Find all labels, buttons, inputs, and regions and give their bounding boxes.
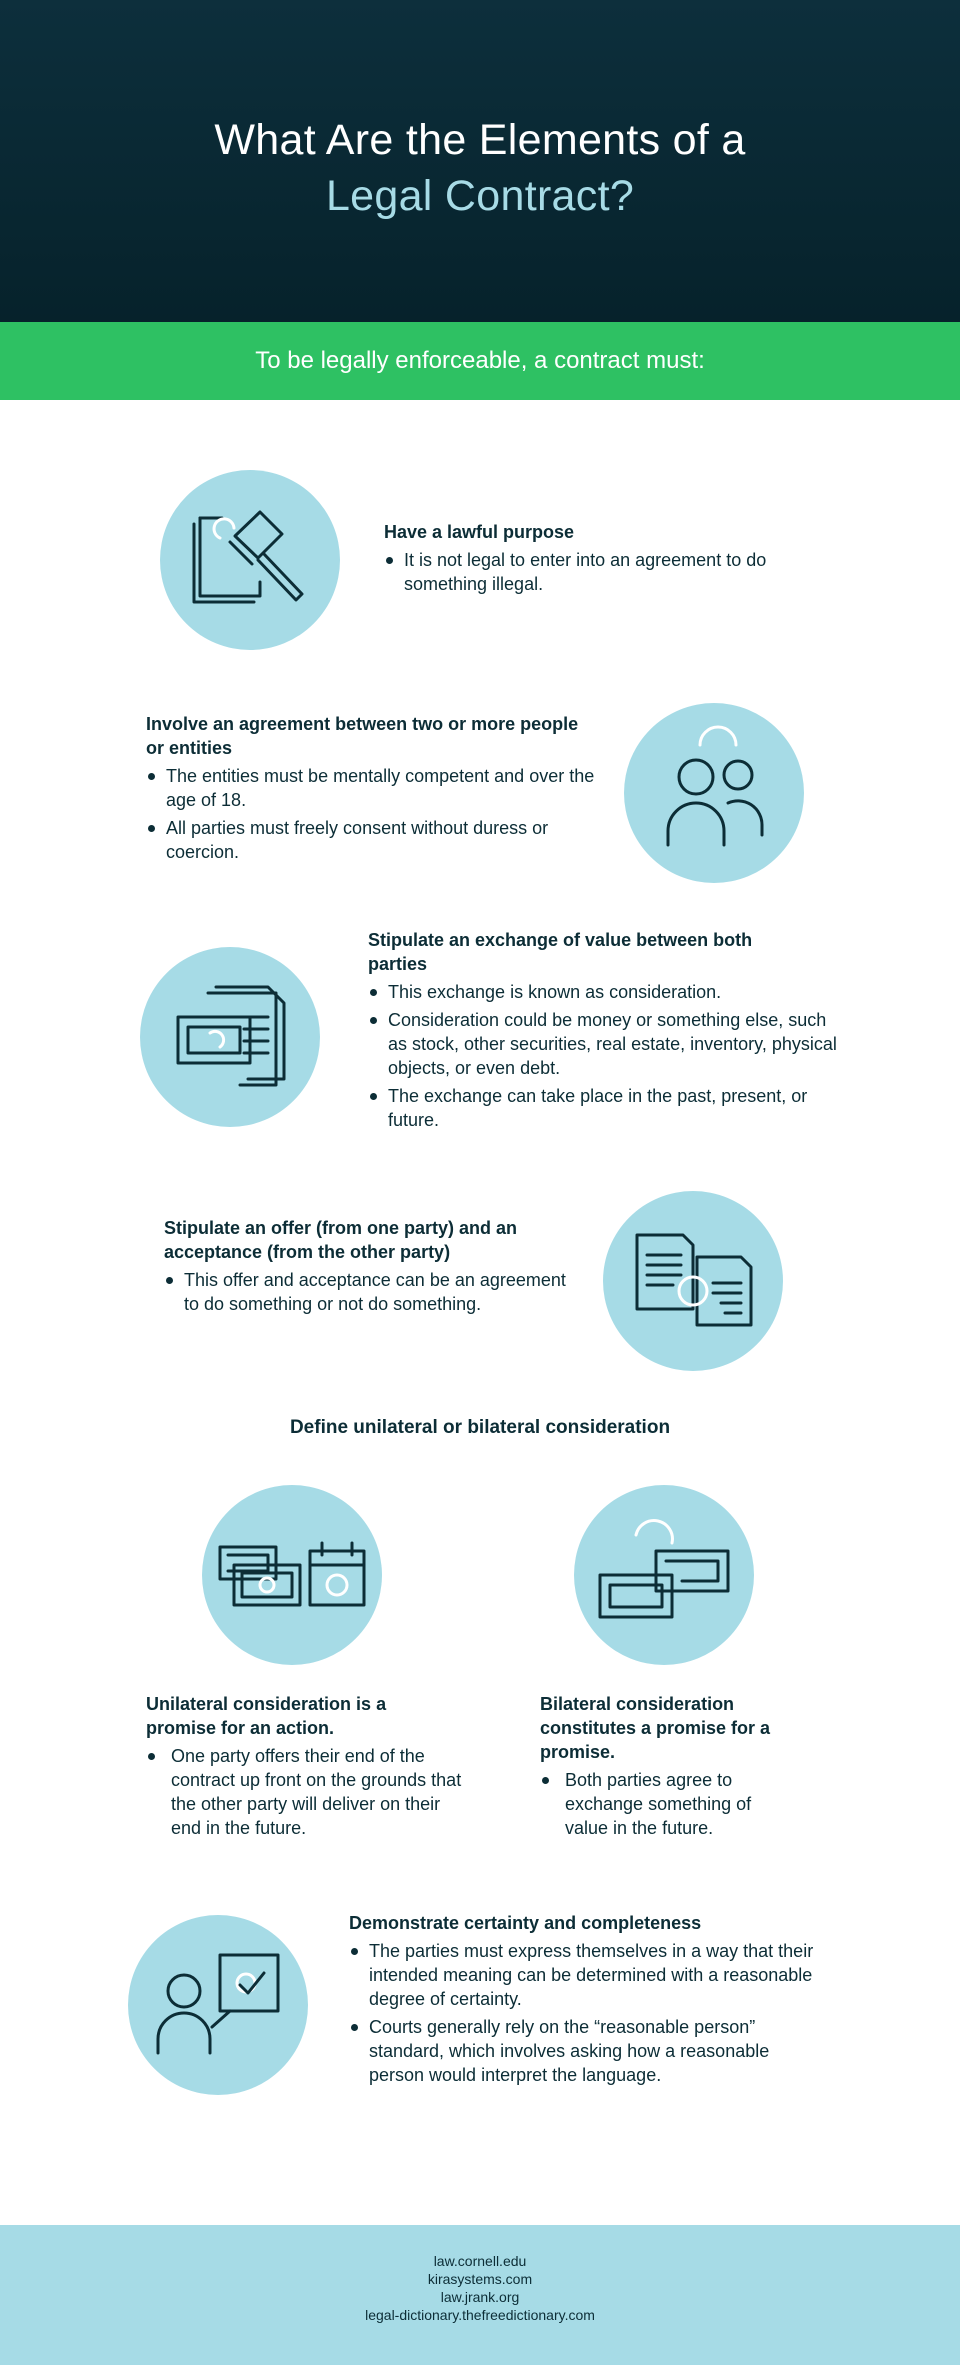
lawful-purpose-list <box>384 548 794 596</box>
money-document-icon <box>140 947 320 1127</box>
list-item: It is not legal to enter into an agreement to do something illegal. <box>384 548 794 596</box>
unilateral-block <box>146 1692 466 1844</box>
person-checkmark-icon <box>128 1915 308 2095</box>
unilateral-list <box>146 1744 466 1840</box>
page-title <box>0 112 960 224</box>
certainty-list <box>349 1939 829 2087</box>
agreement-list <box>146 764 596 864</box>
list-item: This exchange is known as consideration. <box>368 980 838 1004</box>
money-calendar-icon <box>202 1485 382 1665</box>
title-line-1: What Are the Elements of a <box>214 116 746 164</box>
list-item: The parties must express themselves in a way that their intended meaning can be determined with a reasonable degree of certainty. <box>349 1939 829 2011</box>
agreement-block <box>146 712 596 868</box>
list-item: This offer and acceptance can be an agreement to do something or not do something. <box>164 1268 584 1316</box>
exchange-list <box>368 980 838 1132</box>
list-item: The exchange can take place in the past, present, or future. <box>368 1084 838 1132</box>
list-item: All parties must freely consent without duress or coercion. <box>146 816 596 864</box>
gavel-document-icon <box>160 470 340 650</box>
source-item: legal-dictionary.thefreedictionary.com <box>365 2307 595 2323</box>
header <box>0 0 960 322</box>
consideration-heading: Define unilateral or bilateral consideration <box>289 1417 671 1438</box>
certainty-block <box>349 1911 829 2091</box>
bilateral-heading: Bilateral consideration constitutes a promise for a promise. <box>540 1694 771 1762</box>
offer-heading: Stipulate an offer (from one party) and an acceptance (from the other party) <box>164 1218 518 1262</box>
source-item: law.jrank.org <box>440 2289 520 2305</box>
list-item: The entities must be mentally competent and over the age of 18. <box>146 764 596 812</box>
offer-list <box>164 1268 584 1316</box>
source-item: law.cornell.edu <box>433 2253 527 2269</box>
lawful-purpose-block <box>384 520 794 600</box>
agreement-heading: Involve an agreement between two or more people or entities <box>146 714 579 758</box>
title-line-2: Legal Contract? <box>325 172 635 220</box>
list-item: Consideration could be money or something else, such as stock, other securities, real estate, inventory, physical objects, or even debt. <box>368 1008 838 1080</box>
exchange-block <box>368 928 838 1136</box>
exchange-heading: Stipulate an exchange of value between both parties <box>368 930 753 974</box>
two-documents-icon <box>603 1191 783 1371</box>
bilateral-list <box>540 1768 810 1840</box>
list-item: Both parties agree to exchange something of value in the future. <box>540 1768 790 1840</box>
list-item: Courts generally rely on the “reasonable person” standard, which involves asking how a reasonable person would interpret the language. <box>349 2015 829 2087</box>
source-item: kirasystems.com <box>427 2271 533 2287</box>
list-item: One party offers their end of the contract up front on the grounds that the other party will deliver on their end in the future. <box>146 1744 466 1840</box>
two-people-icon <box>624 703 804 883</box>
sources-footer <box>0 2225 960 2365</box>
lawful-purpose-heading: Have a lawful purpose <box>384 522 575 542</box>
intro-banner: To be legally enforceable, a contract must: <box>0 322 960 400</box>
offer-block <box>164 1216 584 1320</box>
unilateral-heading: Unilateral consideration is a promise for an action. <box>146 1694 387 1738</box>
money-exchange-icon <box>574 1485 754 1665</box>
certainty-heading: Demonstrate certainty and completeness <box>349 1913 702 1933</box>
bilateral-block <box>540 1692 810 1844</box>
